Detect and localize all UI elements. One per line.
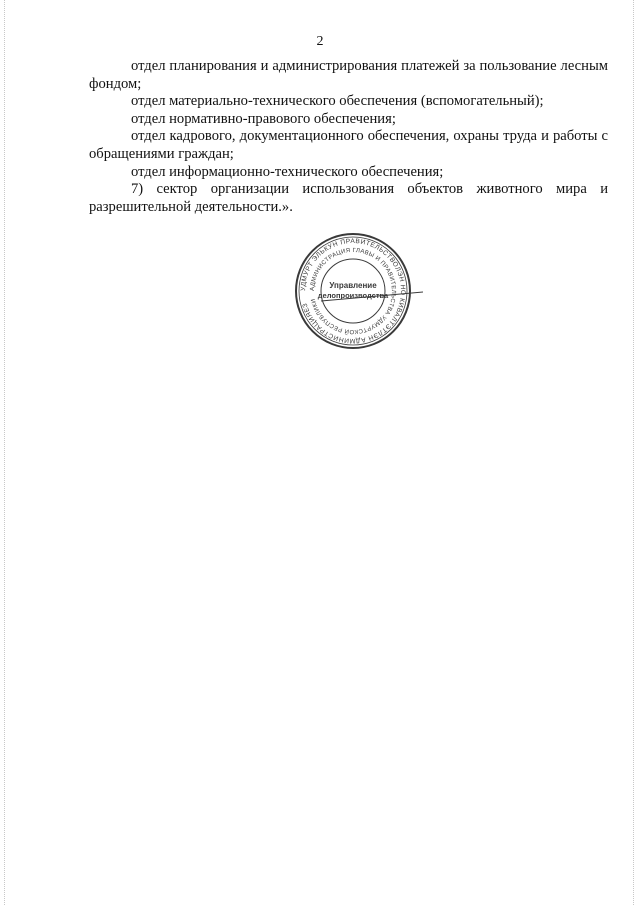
official-seal-stamp [283, 226, 423, 356]
seal-inner-text: АДМИНИСТРАЦИЯ ГЛАВЫ И ПРАВИТЕЛЬСТВА УДМУРТСКОЙ РЕСПУБЛИКИ [309, 247, 397, 335]
paragraph-wildlife-sector: 7) сектор организации использования объектов животного мира и разрешительной деятельности.». [89, 181, 608, 215]
paragraph-hr-department: отдел кадрового, документационного обеспечения, охраны труда и работы с обращениями граждан; [89, 128, 608, 162]
paragraph-it-department: отдел информационно-технического обеспечения; [131, 163, 444, 180]
scan-edge-left [4, 0, 6, 905]
seal-center-line-2: делопроизводства [317, 291, 389, 300]
scan-edge-right [633, 0, 635, 905]
seal-center-line-1: Управление [329, 281, 377, 290]
paragraph-logistics-department: отдел материально-технического обеспечения (вспомогательный); [131, 93, 544, 110]
paragraph-forest-payments-department: отдел планирования и администрирования платежей за пользование лесным фондом; [89, 58, 608, 92]
page-number: 2 [316, 34, 324, 49]
document-body [89, 58, 608, 216]
seal-outer-text: УДМУРТ ЭЛЬКУН ПРАВИТЕЛЬСТВОЛЭН НО КИВАЛТЭТЛЭН АДМИНИСТРАЦИЯЕЗ [299, 237, 407, 345]
seal-graphic [283, 226, 423, 356]
paragraph-legal-department: отдел нормативно-правового обеспечения; [131, 110, 396, 127]
